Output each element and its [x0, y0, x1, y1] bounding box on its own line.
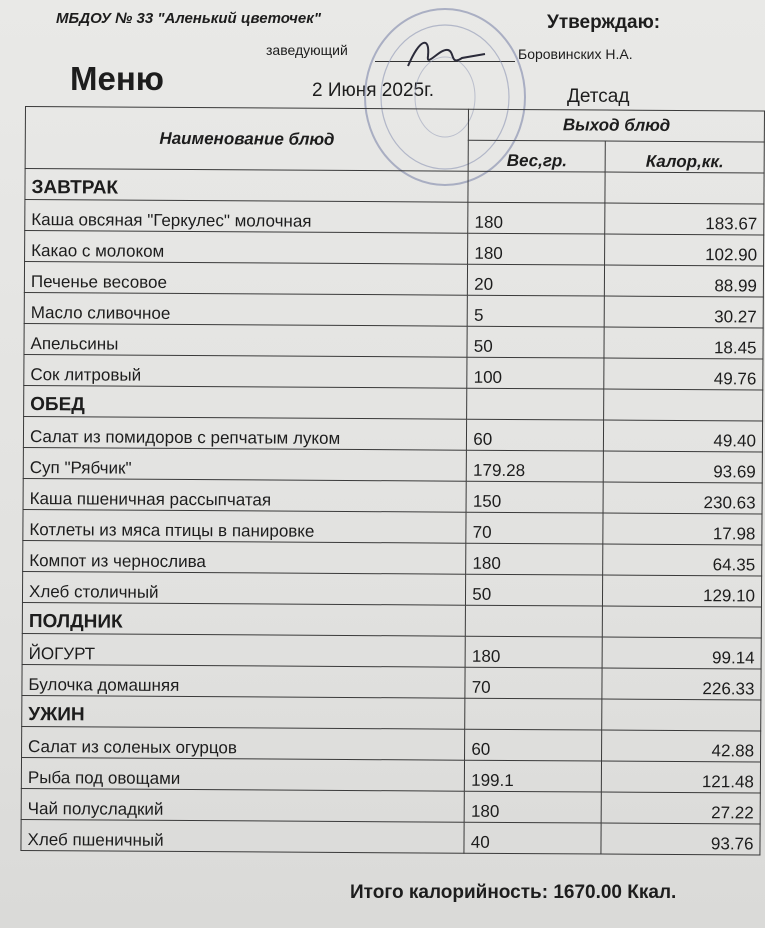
section-cal-cell: [602, 606, 761, 638]
menu-body: [21, 169, 764, 856]
approver-name: Боровинских Н.А.: [518, 46, 633, 62]
section-cal-cell: [605, 172, 764, 204]
dish-name: Салат из соленых огурцов: [22, 726, 465, 760]
dish-calories: 49.76: [604, 358, 763, 390]
dish-calories: 42.88: [602, 730, 761, 762]
section-cal-cell: [602, 699, 761, 731]
section-weight-cell: [468, 171, 605, 203]
dish-calories: 93.69: [603, 451, 762, 483]
dish-calories: 17.98: [603, 513, 762, 545]
dish-weight: 5: [467, 295, 604, 327]
dish-weight: 50: [466, 574, 603, 606]
table-row: [22, 633, 761, 669]
dish-calories: 102.90: [605, 234, 764, 266]
dish-calories: 183.67: [605, 203, 764, 235]
table-row: [21, 757, 760, 793]
section-weight-cell: [466, 605, 603, 637]
dish-weight: 60: [467, 419, 604, 451]
dish-weight: 20: [468, 264, 605, 296]
table-row: [24, 323, 763, 359]
dish-weight: 40: [464, 822, 601, 854]
section-row: [22, 695, 761, 731]
table-row: [23, 416, 762, 452]
dish-name: Каша пшеничная рассыпчатая: [23, 478, 466, 512]
dish-weight: 150: [466, 481, 603, 513]
table-row: [24, 292, 763, 328]
dish-weight: 179.28: [467, 450, 604, 482]
column-header-dish: Наименование блюд: [25, 107, 469, 172]
dish-calories: 49.40: [604, 420, 763, 452]
dish-weight: 180: [468, 202, 605, 234]
dish-weight: 180: [465, 636, 602, 668]
dish-weight: 180: [466, 543, 603, 575]
dish-weight: 60: [465, 729, 602, 761]
column-header-weight: Вес,гр.: [468, 140, 605, 172]
dish-weight: 50: [467, 326, 604, 358]
dish-calories: 129.10: [603, 575, 762, 607]
dish-name: Печенье весовое: [24, 262, 467, 296]
table-row: [21, 819, 760, 855]
section-row: [24, 385, 763, 421]
table-row: [23, 509, 762, 545]
dish-weight: 199.1: [465, 760, 602, 792]
table-row: [22, 664, 761, 700]
table-row: [23, 447, 762, 483]
approval-label: Утверждаю:: [547, 12, 661, 33]
dish-weight: 100: [467, 357, 604, 389]
dish-weight: 180: [464, 791, 601, 823]
dish-weight: 180: [468, 233, 605, 265]
section-title: ЗАВТРАК: [25, 169, 468, 203]
dish-name: Суп "Рябчик": [23, 447, 466, 481]
dish-name: Чай полусладкий: [21, 788, 464, 822]
dish-name: Компот из чернослива: [23, 540, 466, 574]
dish-name: Масло сливочное: [24, 292, 467, 326]
dish-calories: 88.99: [604, 265, 763, 297]
section-row: [25, 169, 764, 205]
dish-calories: 27.22: [601, 792, 760, 824]
dish-calories: 30.27: [604, 296, 763, 328]
signature-icon: [400, 28, 490, 78]
menu-table: [20, 106, 765, 856]
dish-calories: 230.63: [603, 482, 762, 514]
dish-calories: 121.48: [601, 761, 760, 793]
section-cal-cell: [604, 389, 763, 421]
dish-name: Сок литровый: [24, 354, 467, 388]
dish-name: Рыба под овощами: [21, 757, 464, 791]
table-row: [22, 571, 761, 607]
dish-name: Хлеб столичный: [22, 571, 465, 605]
dish-calories: 93.76: [601, 823, 760, 855]
table-header-row: [25, 107, 764, 143]
table-row: [24, 262, 763, 298]
menu-date: 2 Июня 2025г.: [312, 80, 434, 101]
table-row: [21, 788, 760, 824]
table-row: [22, 726, 761, 762]
menu-category: Детсад: [567, 86, 630, 107]
dish-name: Салат из помидоров с репчатым луком: [23, 416, 466, 450]
approver-position: заведующий: [266, 42, 348, 58]
dish-name: Апельсины: [24, 323, 467, 357]
dish-name: ЙОГУРТ: [22, 633, 465, 667]
table-row: [25, 231, 764, 267]
section-title: ОБЕД: [24, 385, 467, 419]
dish-weight: 70: [465, 667, 602, 699]
table-row: [25, 200, 764, 236]
dish-name: Булочка домашняя: [22, 664, 465, 698]
section-weight-cell: [465, 698, 602, 730]
dish-calories: 99.14: [602, 637, 761, 669]
table-row: [24, 354, 763, 390]
table-row: [23, 478, 762, 514]
section-title: УЖИН: [22, 695, 465, 729]
section-weight-cell: [467, 388, 604, 420]
organization-name: МБДОУ № 33 "Аленький цветочек": [56, 10, 321, 27]
column-header-calories: Калор,кк.: [605, 141, 764, 173]
dish-weight: 70: [466, 512, 603, 544]
column-header-output: Выход блюд: [469, 109, 765, 142]
dish-name: Котлеты из мяса птицы в панировке: [23, 509, 466, 543]
dish-name: Хлеб пшеничный: [21, 819, 464, 853]
page-title: Меню: [70, 60, 164, 97]
section-title: ПОЛДНИК: [22, 602, 465, 636]
dish-calories: 64.35: [603, 544, 762, 576]
total-calories: Итого калорийность: 1670.00 Ккал.: [350, 882, 677, 903]
section-row: [22, 602, 761, 638]
dish-name: Какао с молоком: [25, 231, 468, 265]
dish-calories: 226.33: [602, 668, 761, 700]
table-row: [23, 540, 762, 576]
dish-calories: 18.45: [604, 327, 763, 359]
dish-name: Каша овсяная "Геркулес" молочная: [25, 200, 468, 234]
